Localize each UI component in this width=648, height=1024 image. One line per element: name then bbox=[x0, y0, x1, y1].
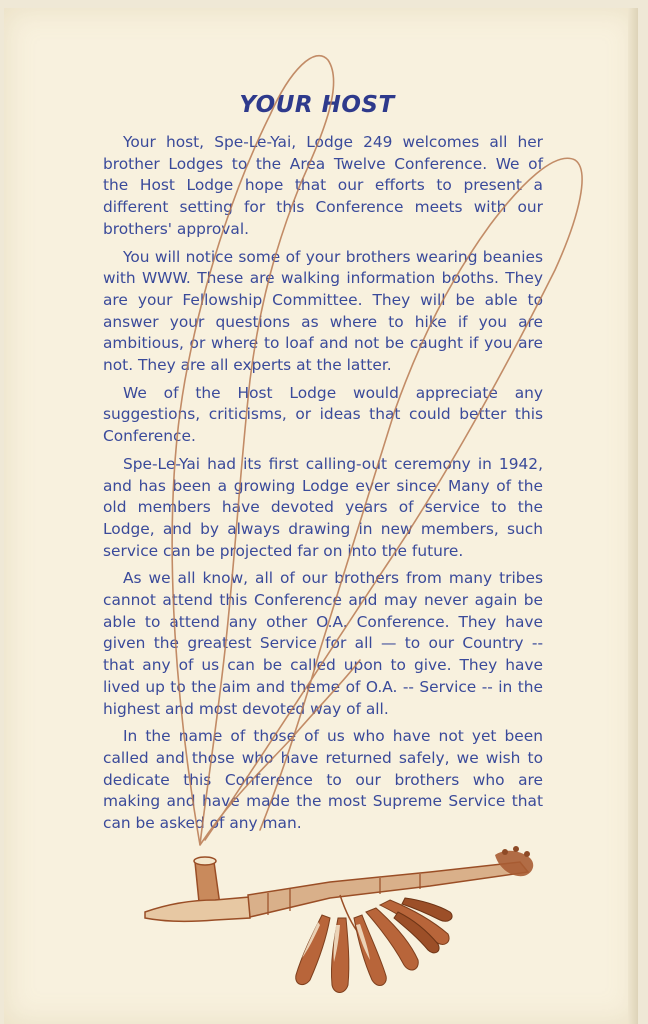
paragraph-service: As we all know, all of our brothers from many tribes cannot attend this Conference and may never again be able to attend any other O.A. Conference. They have given the greatest Service for all — to our Country -- that any of us can be called upon to give. They have lived up to the aim and theme of O.A. -- Service -- in the highest and most devoted way of all. bbox=[103, 569, 543, 718]
paragraph-fellowship-committee: You will notice some of your brothers wearing beanies with WWW. These are walking information booths. They are your Fellowship Committee. They will be able to answer your questions as where to hike if you are ambitious, or where to loaf and not be caught if you are not. They are all experts at the latter. bbox=[103, 247, 543, 375]
body-text bbox=[103, 132, 543, 841]
paragraph-suggestions: We of the Host Lodge would appreciate any suggestions, criticisms, or ideas that could better this Conference. bbox=[103, 383, 543, 446]
paragraph-dedication: In the name of those of us who have not yet been called and those who have returned safely, we wish to dedicate this Conference to our brothers who are making and have made the most Supreme Service that can be asked of any man. bbox=[103, 727, 543, 833]
page-edge bbox=[628, 8, 638, 1024]
page-title: YOUR HOST bbox=[239, 92, 395, 118]
paragraph-history: Spe-Le-Yai had its first calling-out ceremony in 1942, and has been a growing Lodge ever since. Many of the old members have devoted years of service to the Lodge, and by always drawing in new members, such service can be projected far on into the future. bbox=[103, 454, 543, 560]
paragraph-welcome: Your host, Spe-Le-Yai, Lodge 249 welcomes all her brother Lodges to the Area Twelve Conference. We of the Host Lodge hope that our efforts to present a different setting for this Conference meets with our brothers' approval. bbox=[103, 133, 543, 238]
